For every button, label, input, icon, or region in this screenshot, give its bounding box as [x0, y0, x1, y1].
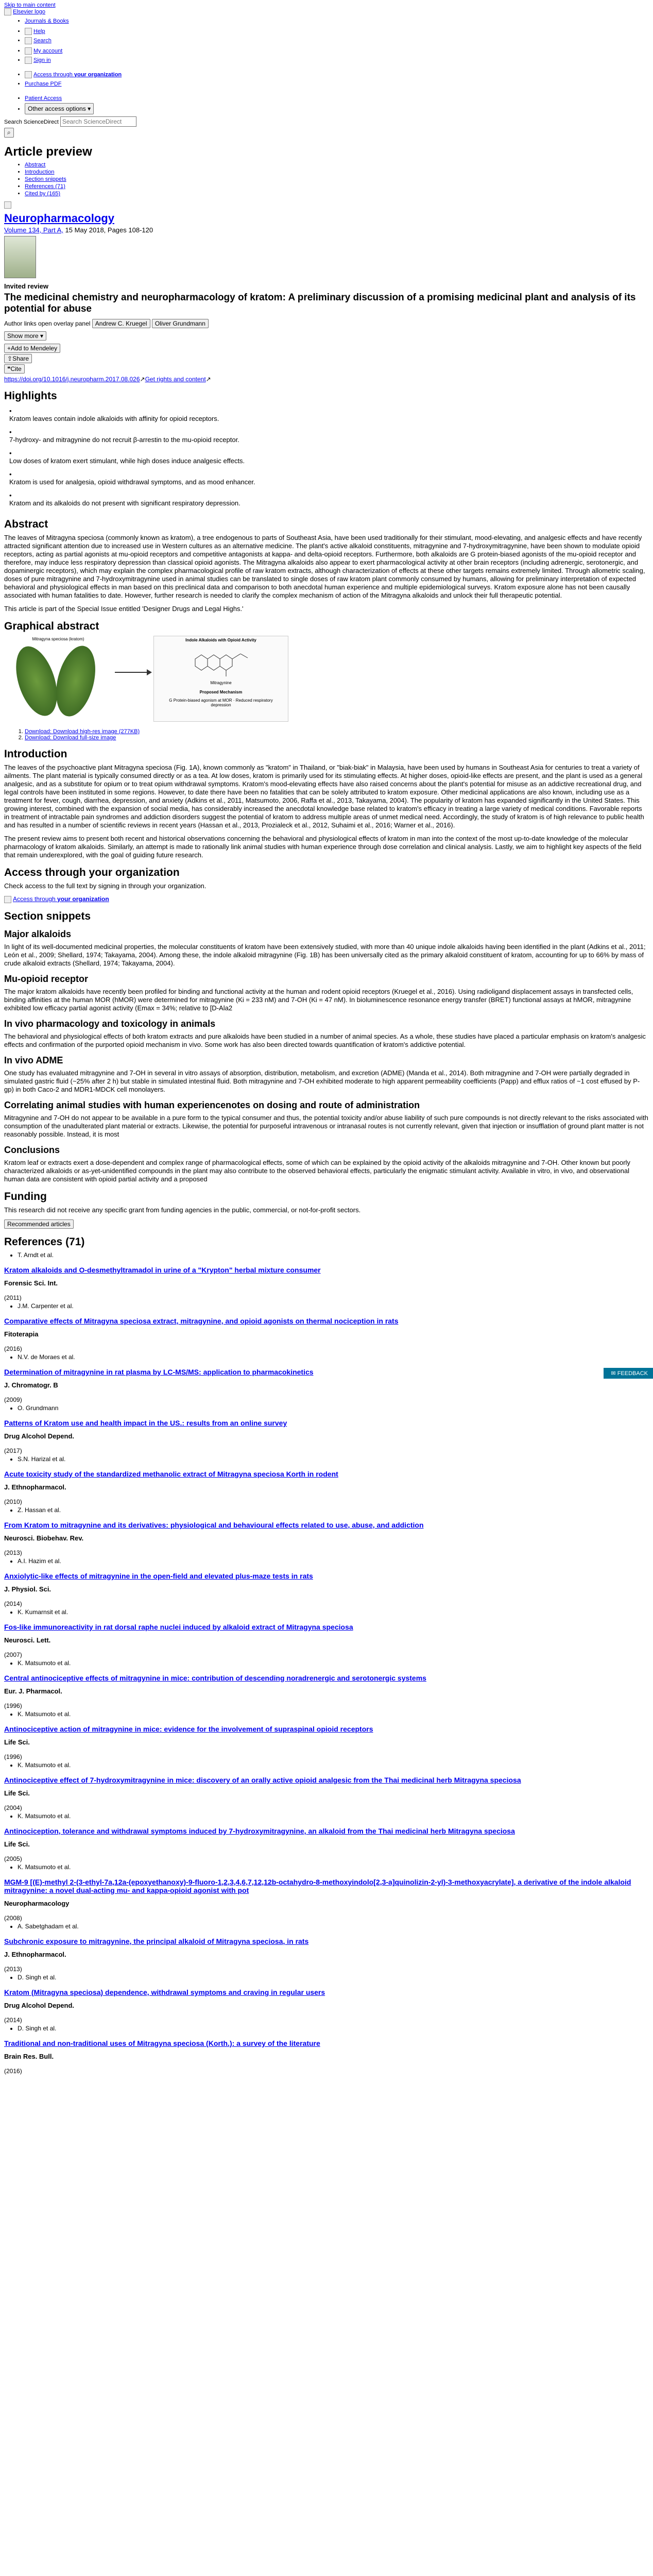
- reference-title: [4, 1266, 649, 1274]
- highlight-text: Kratom and its alkaloids do not present with significant respiratory depression.: [9, 499, 240, 507]
- access-through-item[interactable]: [25, 70, 649, 79]
- introduction-paragraph: The present review aims to present both recent and historical observations concerning the behavioral and physiological effects of kratom in man into the context of the most up-to-date knowledge of the molecular pharmacology of kratom alkaloids. Similarly, an attempt is made to rationally link animal studies with human experience through dose correlation and clinical analysis. Lastly, we aim to highlight key aspects of the field that remain underexplored, with the goal of guiding future research.: [4, 835, 642, 859]
- molecule-icon: [190, 643, 252, 680]
- reference-title: [4, 1776, 649, 1784]
- reference-year: (2005): [4, 1855, 22, 1862]
- reference-source: Drug Alcohol Depend.: [4, 1432, 75, 1440]
- my-account-item[interactable]: [25, 46, 649, 56]
- reference-title-link[interactable]: Kratom alkaloids and O-desmethyltramadol in urine of a "Krypton" herbal mixture consumer: [4, 1265, 321, 1274]
- reference-item: [4, 1761, 649, 1811]
- author-note: Author links open overlay panel: [4, 320, 91, 327]
- sign-in-link[interactable]: Sign in: [33, 57, 51, 63]
- mechanism-label: Proposed Mechanism: [199, 690, 243, 694]
- reference-year: (2009): [4, 1396, 22, 1403]
- feedback-icon: ✉: [611, 1370, 617, 1377]
- access-options: [4, 70, 649, 89]
- elsevier-icon: [4, 201, 11, 209]
- journal-title-link[interactable]: Neuropharmacology: [4, 212, 114, 225]
- search-link[interactable]: Search: [33, 38, 51, 44]
- toc-link[interactable]: Introduction: [25, 169, 55, 175]
- reference-item: [4, 2025, 649, 2075]
- author-button[interactable]: Andrew C. Kruegel: [92, 319, 150, 328]
- reference-year: (2017): [4, 1447, 22, 1454]
- search-input[interactable]: [60, 116, 136, 127]
- reference-authors: [4, 1506, 649, 1514]
- download-item[interactable]: [25, 735, 649, 741]
- journal-cover-image[interactable]: [4, 236, 36, 278]
- doi-row: [4, 376, 649, 383]
- graphical-abstract-image[interactable]: [4, 636, 293, 723]
- recommended-articles-button[interactable]: Recommended articles: [4, 1219, 74, 1229]
- reference-title: [4, 1470, 649, 1478]
- sign-in-item[interactable]: [25, 56, 649, 65]
- leaf-label: Mitragyna speciosa (kratom): [32, 637, 84, 641]
- reference-author: • N.V. de Moraes et al.: [18, 1353, 649, 1361]
- reference-source: Life Sci.: [4, 1789, 30, 1797]
- other-access-label: Other access options: [28, 105, 86, 112]
- help-nav-item[interactable]: [25, 27, 649, 36]
- access-org-link[interactable]: [13, 895, 109, 903]
- reference-title: [4, 1368, 649, 1376]
- reference-title-link[interactable]: MGM-9 [(E)-methyl 2-(3-ethyl-7a,12a-(epoxyethanoxy)-9-fluoro-1,2,3,4,6,7,12,12b-octahydro-8-methoxyindolo[2,3-a]quinolizin-2-yl)-3-methoxyacrylate], a derivative of the indole alkaloid mitragynine: a novel dual-acting mu- and kappa-opioid agonist with pot: [4, 1877, 631, 1894]
- search-submit-button[interactable]: [4, 128, 14, 138]
- access-prefix: Access through: [33, 72, 74, 78]
- patient-access-item[interactable]: [25, 94, 649, 103]
- reference-authors: [4, 1608, 649, 1616]
- reference-title: [4, 1674, 649, 1682]
- access-text: Check access to the full text by signing in through your organization.: [4, 882, 207, 890]
- toc-section-snippets[interactable]: [25, 176, 649, 183]
- reference-source: Eur. J. Pharmacol.: [4, 1687, 62, 1695]
- account-icon: [25, 47, 32, 55]
- reference-source: Brain Res. Bull.: [4, 2052, 54, 2060]
- patient-access-link[interactable]: Patient Access: [25, 95, 62, 101]
- reference-source: J. Chromatogr. B: [4, 1381, 58, 1389]
- access-through-link[interactable]: [33, 72, 122, 78]
- compound-label: Indole Alkaloids with Opioid Activity: [185, 638, 256, 642]
- reference-authors: [4, 1659, 649, 1667]
- reference-title-link[interactable]: Central antinociceptive effects of mitragynine in mice: contribution of descending noradrenergic and serotonergic systems: [4, 1673, 426, 1682]
- access-org-name: your organization: [57, 895, 109, 903]
- reference-author: • A. Sabetghadam et al.: [18, 1923, 649, 1930]
- recommended-row: [4, 1219, 649, 1229]
- reference-title: [4, 1878, 649, 1894]
- external-link-icon: ↗: [205, 376, 211, 383]
- table-of-contents: [4, 161, 649, 197]
- doi-link[interactable]: https://doi.org/10.1016/j.neuropharm.2017.08.026: [4, 376, 140, 383]
- reference-item: [4, 1974, 649, 2024]
- search-icon: ⌕: [7, 129, 11, 136]
- reference-author: • T. Arndt et al.: [18, 1251, 649, 1259]
- reference-source: Drug Alcohol Depend.: [4, 2001, 75, 2009]
- reference-source: Fitoterapia: [4, 1330, 39, 1338]
- access-org-row: [4, 895, 649, 903]
- compound-panel: [153, 636, 288, 722]
- correlating-heading: Correlating animal studies with human experiencenotes on dosing and route of administration: [4, 1099, 420, 1110]
- page-title: Article preview: [4, 145, 92, 159]
- reference-author: • K. Matsumoto et al.: [18, 1863, 649, 1871]
- external-link-icon: ↗: [140, 376, 145, 383]
- graphical-downloads: [4, 728, 649, 741]
- major-alkaloids-text: In light of its well-documented medicinal properties, the molecular constituents of kratom have been extensively studied, with more than 40 unique indole alkaloids having been identified in the plant (Adkins et al., 2011; León et al., 2009; Shellard, 1974; Takayama, 2004). Among these, the indole alkaloid mitragynine (Fig. 1B) has been universally cited as the primary alkaloid constituent of kratom, accounting for up to 66% by mass of crude alkaloid extracts (Shellard, 1974; Takayama, 2004).: [4, 942, 646, 967]
- highlight-text: 7-hydroxy- and mitragynine do not recruit β-arrestin to the mu-opioid receptor.: [9, 436, 239, 444]
- rights-link[interactable]: Get rights and content: [145, 376, 206, 383]
- journals-books-nav[interactable]: [25, 16, 649, 26]
- reference-authors: [4, 1863, 649, 1871]
- reference-title-link[interactable]: Fos-like immunoreactivity in rat dorsal raphe nuclei induced by alkaloid extract of Mitragyna speciosa: [4, 1622, 353, 1631]
- reference-item: [4, 1812, 649, 1862]
- leaf-photo: [4, 636, 112, 721]
- toc-references[interactable]: [25, 183, 649, 190]
- arrow-icon: [115, 672, 151, 673]
- download-fullsize-link[interactable]: Download: Download full-size image: [25, 735, 116, 741]
- reference-authors: [4, 1302, 649, 1310]
- journal-volume: [4, 226, 649, 234]
- chevron-down-icon: ▾: [40, 332, 44, 340]
- highlight-item: • Kratom leaves contain indole alkaloids with affinity for opioid receptors.: [9, 407, 219, 422]
- reference-source: Neuropharmacology: [4, 1899, 70, 1907]
- funding-heading: Funding: [4, 1190, 47, 1202]
- section-snippets-heading: Section snippets: [4, 910, 91, 922]
- reference-authors: [4, 1557, 649, 1565]
- reference-title-link[interactable]: Antinociceptive effect of 7-hydroxymitragynine in mice: discovery of an orally active opioid analgesic from the Thai medicinal herb Mitragyna speciosa: [4, 1775, 521, 1784]
- reference-item: [4, 1710, 649, 1760]
- reference-year: (2007): [4, 1651, 22, 1658]
- reference-authors: [4, 1455, 649, 1463]
- quote-icon: ❝: [7, 365, 11, 372]
- reference-title: [4, 1419, 649, 1427]
- access-org-prefix: Access through: [13, 895, 58, 903]
- cite-button[interactable]: [4, 364, 25, 374]
- abstract-heading: Abstract: [4, 518, 48, 530]
- toc-abstract[interactable]: [25, 161, 649, 168]
- elsevier-logo[interactable]: [4, 8, 649, 15]
- reference-author: • J.M. Carpenter et al.: [18, 1302, 649, 1310]
- reference-item: [4, 1455, 649, 1505]
- user-icon: [25, 57, 32, 64]
- cite-row: [4, 364, 649, 374]
- add-to-mendeley-button[interactable]: [4, 344, 60, 353]
- elsevier-logo-icon: [4, 8, 11, 15]
- reference-author: • O. Grundmann: [18, 1404, 649, 1412]
- reference-year: (2008): [4, 1914, 22, 1922]
- reference-item: [4, 1404, 649, 1454]
- cite-label: Cite: [10, 365, 22, 372]
- toc-link[interactable]: References (71): [25, 183, 65, 190]
- reference-item: [4, 1353, 649, 1403]
- reference-title: [4, 1988, 649, 1996]
- reference-source: Life Sci.: [4, 1738, 30, 1746]
- reference-item: [4, 1608, 649, 1658]
- reference-authors: [4, 2025, 649, 2032]
- reference-title: [4, 1623, 649, 1631]
- toc-introduction[interactable]: [25, 168, 649, 176]
- volume-link[interactable]: Volume 134, Part A,: [4, 226, 63, 234]
- toc-cited-by[interactable]: [25, 190, 649, 197]
- highlight-item: • Low doses of kratom exert stimulant, while high doses induce analgesic effects.: [9, 449, 245, 465]
- graphical-abstract-heading: Graphical abstract: [4, 620, 99, 632]
- highlight-item: • Kratom is used for analgesia, opioid withdrawal symptoms, and as mood enhancer.: [9, 470, 255, 486]
- conclusions-text: Kratom leaf or extracts exert a dose-dependent and complex range of pharmacological effects, some of which can be explained by the opioid activity of the alkaloids mitragynine and 7-OH. Other known but poorly characterized alkaloids or as-yet-unidentified compounds in the plant may also contribute to the observed behavioral effects, particularly the enigmatic stimulant activity. Available in vitro, in vivo, and observational human data are consistent with opioid partial activity and a proposed: [4, 1158, 630, 1183]
- reference-authors: [4, 1353, 649, 1361]
- reference-author: • A.I. Hazim et al.: [18, 1557, 649, 1565]
- mendeley-row: [4, 344, 649, 353]
- reference-item: [4, 1506, 649, 1556]
- highlights-list: [4, 405, 649, 511]
- conclusions-heading: Conclusions: [4, 1144, 60, 1155]
- reference-title: [4, 1317, 649, 1325]
- reference-source: Life Sci.: [4, 1840, 30, 1848]
- in-vivo-heading: In vivo pharmacology and toxicology in animals: [4, 1018, 216, 1029]
- journals-books-link[interactable]: Journals & Books: [25, 18, 69, 24]
- show-more-row: [4, 331, 649, 341]
- reference-author: • K. Matsumoto et al.: [18, 1659, 649, 1667]
- help-icon: [25, 28, 32, 35]
- my-account-link[interactable]: My account: [33, 48, 63, 54]
- reference-source: Forensic Sci. Int.: [4, 1279, 58, 1287]
- download-item[interactable]: [25, 728, 649, 735]
- plus-icon: +: [7, 345, 11, 352]
- adme-heading: In vivo ADME: [4, 1055, 63, 1065]
- article-type: Invited review: [4, 282, 48, 290]
- reference-year: (1996): [4, 1753, 22, 1760]
- funding-text: This research did not receive any specific grant from funding agencies in the public, commercial, or not-for-profit sectors.: [4, 1206, 361, 1214]
- special-issue-note: This article is part of the Special Issue entitled 'Designer Drugs and Legal Highs.': [4, 605, 244, 613]
- search-nav-item[interactable]: [25, 36, 649, 45]
- elsevier-publisher-logo[interactable]: [4, 201, 649, 209]
- reference-year: (2014): [4, 1600, 22, 1607]
- reference-author: • D. Singh et al.: [18, 2025, 649, 2032]
- introduction-heading: Introduction: [4, 748, 67, 760]
- search-submit-row: [4, 128, 649, 138]
- reference-source: J. Physiol. Sci.: [4, 1585, 51, 1593]
- leaf-shape: [49, 642, 102, 721]
- reference-title: [4, 1725, 649, 1733]
- reference-year: (2013): [4, 1549, 22, 1556]
- journal-title[interactable]: [4, 212, 649, 225]
- reference-title-link[interactable]: Acute toxicity study of the standardized methanolic extract of Mitragyna speciosa Korth in rodent: [4, 1469, 338, 1478]
- search-label: Search ScienceDirect: [4, 119, 59, 125]
- reference-title-link[interactable]: Antinociceptive action of mitragynine in mice: evidence for the involvement of supraspinal opioid receptors: [4, 1724, 373, 1733]
- volume-date: 15 May 2018, Pages 108-120: [63, 226, 153, 234]
- reference-year: (2011): [4, 1294, 22, 1301]
- reference-title: [4, 2039, 649, 2047]
- reference-title: [4, 1827, 649, 1835]
- reference-title-link[interactable]: Patterns of Kratom use and health impact in the US.: results from an online survey: [4, 1418, 287, 1427]
- article-title: The medicinal chemistry and neuropharmacology of kratom: A preliminary discussion of a promising medicinal plant and analysis of its potential for abuse: [4, 292, 636, 314]
- introduction-paragraph: The leaves of the psychoactive plant Mitragyna speciosa (Fig. 1A), known commonly as "kratom" in Thailand, or "biak-biak" in Malaysia, have been used by humans in Southeast Asia for centuries to treat a variety of ailments. The plant material is typically consumed directly or as a tea. At low doses, kratom is primarily used for its stimulating effects. At higher doses, opioid-like effects are present, and the plant is used as a general analgesic, and as a substitute for opium or to treat opium withdrawal symptoms. Kratom's mood-elevating effects have also raised concerns about the plant's potential for misuse as an addictive recreational drug, and legal controls have been instituted in some regions. However, to date there have been no fatalities that can be solely attributed to kratom exposure. Other medicinal applications are also known, including use as a treatment for fever, cough, diarrhea, depression, and anxiety (Adkins et al., 2011, Matsumoto, 2006, Raffa et al., 2013, Takayama, 2004). The popularity of kratom has expanded significantly in the United States. This growing interest, combined with the expansion of social media, has considerably increased the anecdotal knowledge base related to kratom's efficacy in treating a large variety of medical conditions. Favorable reports in treatment of intractable pain syndromes and addiction disorders suggest the potential of kratom to address multiple areas of unmet medical need. Accordingly, the study of kratom is of high relevance to public health and has resulted in a number of scientific reviews in recent years (Hassan et al., 2013, Prozialeck et al., 2012, Suhaimi et al., 2016; Warner et al., 2016).: [4, 764, 644, 829]
- search-bar: [4, 116, 649, 127]
- toc-link[interactable]: Cited by (165): [25, 191, 61, 197]
- toc-link[interactable]: Abstract: [25, 162, 46, 168]
- reference-item: [4, 1302, 649, 1352]
- mu-opioid-heading: Mu-opioid receptor: [4, 973, 88, 984]
- share-label: Share: [12, 355, 29, 362]
- leaf-shape: [8, 641, 65, 721]
- reference-source: J. Ethnopharmacol.: [4, 1950, 66, 1958]
- reference-item: [4, 1863, 649, 1922]
- other-access-button[interactable]: [25, 103, 94, 114]
- abstract-text: The leaves of Mitragyna speciosa (commonly known as kratom), a tree endogenous to parts of Southeast Asia, have been used traditionally for their stimulant, mood-elevating, and analgesic effects and have recently attracted significant attention due to increased use in Western cultures as an alternative medicine. The plant's active alkaloid constituents, mitragynine and 7-hydroxymitragynine, have been shown to modulate opioid receptors, acting as partial agonists at mu-opioid receptors and competitive antagonists at kappa- and delta-opioid receptors. Furthermore, both alkaloids are G protein-biased agonists of the mu-opioid receptor and therefore, may induce less respiratory depression than classical opioid agonists. The Mitragyna alkaloids also appear to exert pharmacological activity at other brain receptors (including adrenergic, serotonergic, and dopaminergic receptors), which may explain the complex pharmacological profile of raw kratom extracts, although characterization of effects at these other targets remains extremely limited. Through allometric scaling, doses of pure mitragynine and 7-hydroxymitragynine used in animal studies can be translated to single doses of raw kratom plant commonly consumed by humans, allowing for preliminary interpretation of expected behavioral and physiological effects in man based on this preclinical data and comparison to both anecdotal human experience and multiple epidemiological surveys. Kratom exposure alone has not been causally associated with human fatalities to date. However, further research is needed to clarify the complex mechanism of action of the Mitragyna alkaloids and unlock their full therapeutic potential.: [4, 534, 645, 599]
- reference-authors: [4, 1812, 649, 1820]
- reference-title: [4, 1521, 649, 1529]
- highlight-item: • Kratom and its alkaloids do not present with significant respiratory depression.: [9, 492, 240, 507]
- mu-opioid-text: The major kratom alkaloids have recently been profiled for binding and functional activity at the human and rodent opioid receptors (Kruegel et al., 2016). Using radioligand displacement assays in transfected cells, binding affinities at the human MOR (hMOR) were determined for mitragynine (Ki = 233 nM) and 7-OH (Ki = 47 nM). In bioluminescence resonance energy transfer (BRET) functional assays at hMOR, mitragynine exhibited low efficacy partial agonist activity (Emax = 34%; relative to [D-Ala2: [4, 987, 633, 1012]
- toc-link[interactable]: Section snippets: [25, 176, 66, 182]
- reference-authors: [4, 1710, 649, 1718]
- reference-source: J. Ethnopharmacol.: [4, 1483, 66, 1491]
- reference-author: • K. Matsumoto et al.: [18, 1812, 649, 1820]
- reference-source: Neurosci. Biobehav. Rev.: [4, 1534, 84, 1542]
- reference-author: • D. Singh et al.: [18, 1974, 649, 1981]
- show-more-label: Show more: [7, 332, 39, 340]
- reference-year: (2010): [4, 1498, 22, 1505]
- author-button[interactable]: Oliver Grundmann: [152, 319, 209, 328]
- help-link[interactable]: Help: [33, 28, 45, 35]
- download-highres-link[interactable]: Download: Download high-res image (277KB): [25, 728, 140, 735]
- reference-year: (2016): [4, 2067, 22, 2075]
- share-icon: ⇪: [7, 355, 13, 362]
- reference-authors: [4, 1974, 649, 1981]
- reference-item: [4, 1251, 649, 1301]
- access-heading: Access through your organization: [4, 867, 180, 878]
- reference-title: [4, 1937, 649, 1945]
- purchase-pdf-item[interactable]: [25, 79, 649, 89]
- mendeley-label: Add to Mendeley: [11, 345, 58, 352]
- highlights-heading: Highlights: [4, 390, 57, 402]
- reference-source: Neurosci. Lett.: [4, 1636, 51, 1644]
- highlight-text: Kratom leaves contain indole alkaloids with affinity for opioid receptors.: [9, 415, 219, 422]
- in-vivo-text: The behavioral and physiological effects of both kratom extracts and pure alkaloids have been studied in a number of animal species. As a whole, these studies have placed a particular emphasis on kratom's analgesic effects and confirmation of the purported opioid mechanism in vivo. Some work has also been directed towards quantification of kratom's addictive potential.: [4, 1032, 646, 1048]
- share-row: [4, 354, 649, 363]
- help-search-nav: [4, 27, 649, 45]
- correlating-text: Mitragynine and 7-OH do not appear to be available in a pure form to the typical consumer and thus, the potential toxicity and/or abuse liability of such pure compounds is not directly relevant to the risks associated with consumption of the unadulterated plant material or extracts. Likewise, the potential for purposeful intravenous or intranasal routes is not currently relevant, given that injection or insufflation of ground plant matter is not reasonably possible. Instead, it is most: [4, 1113, 648, 1138]
- other-access-item[interactable]: [25, 103, 649, 114]
- reference-authors: [4, 1404, 649, 1412]
- major-alkaloids-heading: Major alkaloids: [4, 928, 72, 939]
- references-heading: References (71): [4, 1235, 85, 1248]
- author-group: [4, 319, 649, 328]
- reference-title-link[interactable]: Traditional and non-traditional uses of Mitragyna speciosa (Korth.): a survey of the literature: [4, 2039, 320, 2047]
- other-access: [4, 94, 649, 114]
- reference-author: • K. Matsumoto et al.: [18, 1710, 649, 1718]
- reference-author: • Z. Hassan et al.: [18, 1506, 649, 1514]
- highlight-text: Low doses of kratom exert stimulant, while high doses induce analgesic effects.: [9, 457, 245, 465]
- top-nav: [4, 16, 649, 26]
- reference-title-link[interactable]: Kratom (Mitragyna speciosa) dependence, withdrawal symptoms and craving in regular users: [4, 1988, 325, 1996]
- reference-title-link[interactable]: From Kratom to mitragynine and its derivatives: physiological and behavioural effects related to use, abuse, and addiction: [4, 1520, 424, 1529]
- highlight-text: Kratom is used for analgesia, opioid withdrawal symptoms, and as mood enhancer.: [9, 478, 255, 486]
- reference-title: [4, 1572, 649, 1580]
- feedback-button[interactable]: [604, 1368, 653, 1379]
- molecule-structure: [190, 643, 252, 680]
- elsevier-logo-link[interactable]: Elsevier logo: [13, 8, 45, 15]
- share-button[interactable]: [4, 354, 32, 363]
- reference-year: (2013): [4, 1965, 22, 1973]
- highlight-item: • 7-hydroxy- and mitragynine do not recruit β-arrestin to the mu-opioid receptor.: [9, 428, 239, 444]
- feedback-label: FEEDBACK: [617, 1370, 648, 1377]
- reference-author: • K. Kumarnsit et al.: [18, 1608, 649, 1616]
- institution-icon: [25, 71, 32, 78]
- reference-item: [4, 1923, 649, 1973]
- account-nav: [4, 46, 649, 65]
- purchase-pdf-link[interactable]: Purchase PDF: [25, 81, 62, 87]
- skip-to-main-link[interactable]: Skip to main content: [4, 2, 56, 8]
- show-more-button[interactable]: [4, 331, 46, 341]
- effects-label: G Protein-biased agonism at MOR · Reduced respiratory depression: [169, 698, 273, 707]
- reference-title-link[interactable]: Anxiolytic-like effects of mitragynine in the open-field and elevated plus-maze tests in rats: [4, 1571, 313, 1580]
- adme-text: One study has evaluated mitragynine and 7-OH in several in vitro assays of absorption, distribution, metabolism, and excretion (ADME) (Manda et al., 2014). Both mitragynine and 7-OH were partially degraded in simulated gastric fluid (~25% after 2 h) but stable in simulated intestinal fluid. Both mitragynine and 7-OH exhibited moderate to high apparent permeability coefficients (Papp) and efflux ratios of ~1 cost effused by P-gp) in both Caco-2 and MDR1-MDCK cell monolayers.: [4, 1069, 640, 1093]
- reference-authors: [4, 1251, 649, 1259]
- institution-icon: [4, 896, 11, 903]
- chevron-down-icon: ▾: [88, 105, 91, 112]
- search-icon: [25, 37, 32, 44]
- references-list: [4, 1251, 649, 2075]
- reference-authors: [4, 1923, 649, 1930]
- access-org: your organization: [74, 72, 122, 78]
- reference-title-link[interactable]: Antinociception, tolerance and withdrawal symptoms induced by 7-hydroxymitragynine, an alkaloid from the Thai medicinal herb Mitragyna speciosa: [4, 1826, 515, 1835]
- reference-title-link[interactable]: Determination of mitragynine in rat plasma by LC-MS/MS: application to pharmacokinetics: [4, 1367, 314, 1376]
- reference-title-link[interactable]: Subchronic exposure to mitragynine, the principal alkaloid of Mitragyna speciosa, in rats: [4, 1937, 309, 1945]
- reference-authors: [4, 1761, 649, 1769]
- reference-author: • S.N. Harizal et al.: [18, 1455, 649, 1463]
- compound-name: Mitragynine: [210, 681, 232, 685]
- reference-item: [4, 1557, 649, 1607]
- reference-author: • K. Matsumoto et al.: [18, 1761, 649, 1769]
- reference-year: (2016): [4, 1345, 22, 1352]
- reference-item: [4, 1659, 649, 1709]
- reference-year: (2014): [4, 2016, 22, 2024]
- reference-year: (1996): [4, 1702, 22, 1709]
- reference-title-link[interactable]: Comparative effects of Mitragyna speciosa extract, mitragynine, and opioid agonists on thermal nociception in rats: [4, 1316, 399, 1325]
- reference-year: (2004): [4, 1804, 22, 1811]
